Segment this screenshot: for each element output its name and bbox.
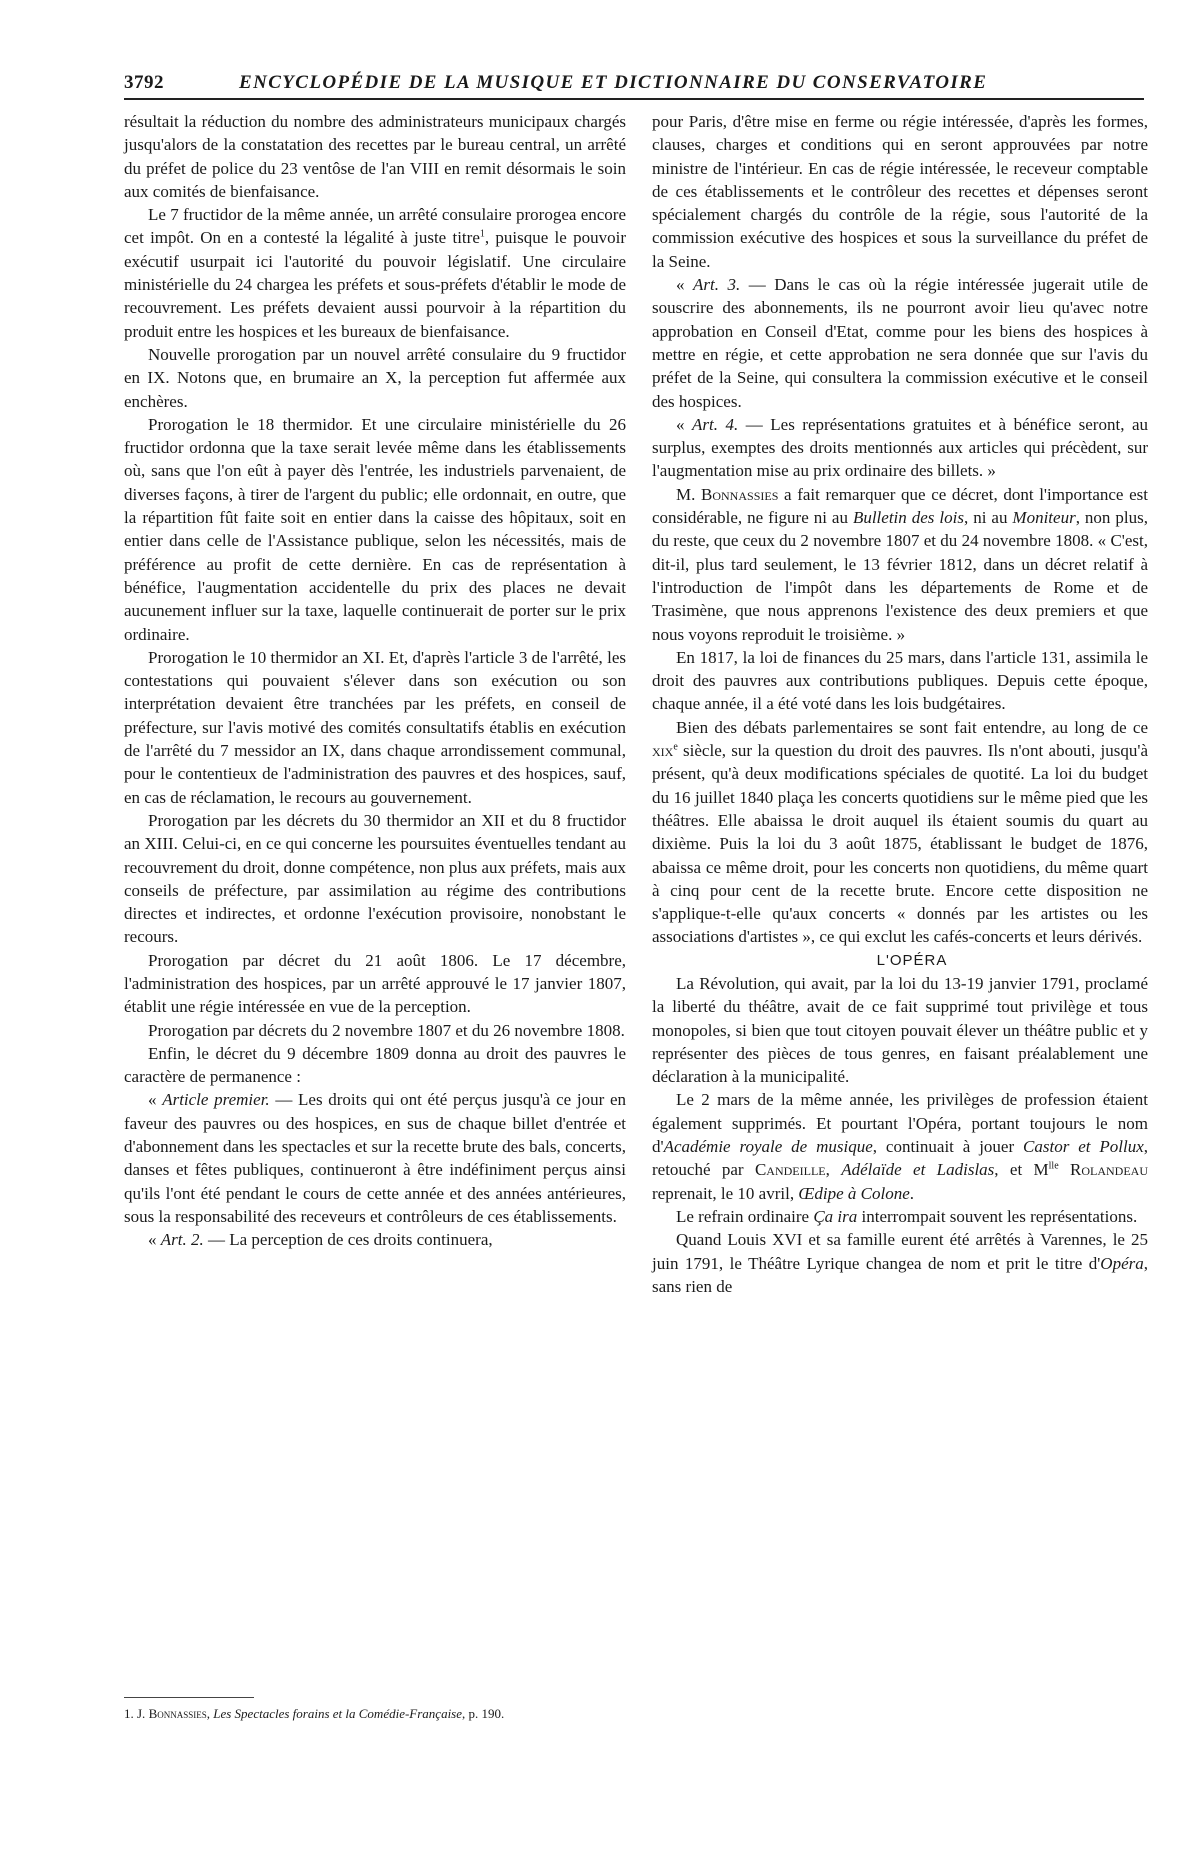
- article-label: Art. 3.: [693, 275, 741, 295]
- paragraph: Prorogation par les décrets du 30 thermidor an XII et du 8 fructidor an XIII. Celui-ci, en ce qui concerne les poursuites éventuelles tendant au recouvrement du droit, donne compétence, non plus aux préfets, mais aux conseils de préfecture, par assimilation au régime des contributions directes et indirectes, et ordonne l'exécution provisoire, nonobstant le recours.: [124, 810, 626, 947]
- italic-text: Adélaïde et Ladislas: [841, 1160, 995, 1180]
- footnote-rule: [124, 1697, 254, 1698]
- article-label: Article premier.: [162, 1090, 270, 1110]
- text: Le 7 fructidor de la même année, un arrêté consulaire prorogea encore cet impôt. On en a contesté la légalité à juste titre: [124, 205, 626, 248]
- footnote-ref: 1: [479, 228, 485, 240]
- paragraph: [124, 1088, 626, 1228]
- text: Quand Louis XVI et sa famille eurent été arrêtés à Varennes, le 25 juin 1791, le Théâtre Lyrique changea de nom et prit le titre d': [652, 1230, 1148, 1273]
- paragraph: [124, 1228, 626, 1251]
- page-number: 3792: [124, 72, 164, 93]
- paragraph: [652, 483, 1148, 646]
- text: , puisque le pouvoir exécutif usurpait ici l'autorité du pouvoir législatif. Une circulaire ministérielle du 24 chargea les préfets et sous-préfets d'établir le mode de recouvrement. Les préfets devaient aussi pourvoir à la répartition du produit entre les hospices et les bureaux de bienfaisance.: [124, 228, 626, 341]
- person-name: Bonnassies: [701, 484, 779, 504]
- right-column: [652, 110, 1148, 1298]
- text: a fait remarquer que ce décret, dont l'importance est considérable, ne figure ni au: [652, 484, 1148, 528]
- text: «: [676, 275, 693, 295]
- text: , non plus, du reste, que ceux du 2 novembre 1807 et du 24 novembre 1808. « C'est, dit-il, plus tard seulement, le 13 février 1812, dans un décret relatif à l'introduction de l'impôt dans les départements de Rome et de Trasimène, que nous apprenons l'existence des deux premiers et que nous voyons reproduit le troisième. »: [652, 508, 1148, 644]
- author: Bonnassies: [148, 1706, 207, 1721]
- italic-text: Ça ira: [813, 1206, 858, 1226]
- text: , continuait à jouer: [872, 1137, 1024, 1157]
- text: , retouché par: [652, 1137, 1148, 1180]
- superscript: e: [673, 741, 678, 753]
- book-title: Les Spectacles forains et la Comédie-Française: [213, 1706, 463, 1721]
- text: [1059, 1160, 1070, 1179]
- text: interrompait souvent les représentations.: [857, 1206, 1138, 1226]
- paragraph: La Révolution, qui avait, par la loi du 13-19 janvier 1791, proclamé la liberté du théâtre, avait de ce fait supprimé tout privilège et tous monopoles, si bien que tout citoyen pouvait élever un théâtre public et y représenter des pièces de tous genres, en faisant préalablement une déclaration à la municipalité.: [652, 973, 1148, 1087]
- text: — La perception de ces droits continuera,: [203, 1230, 493, 1250]
- person-name: Rolandeau: [1070, 1160, 1149, 1180]
- article-label: Art. 2.: [160, 1230, 204, 1250]
- text: reprenait, le 10 avril,: [652, 1183, 799, 1203]
- superscript: lle: [1048, 1160, 1059, 1172]
- paragraph: [652, 1228, 1148, 1298]
- paragraph: [652, 413, 1148, 483]
- text: «: [676, 414, 693, 434]
- left-column: [124, 110, 626, 1252]
- italic-text: Moniteur: [1012, 508, 1076, 528]
- text: «: [148, 1090, 163, 1110]
- paragraph: Prorogation par décret du 21 août 1806. Le 17 décembre, l'administration des hospices, par un arrêté approuvé le 17 janvier 1807, établit une régie intéressée en vue de la perception.: [124, 950, 626, 1017]
- running-header: [124, 70, 1144, 100]
- text: , ni au: [963, 508, 1013, 528]
- paragraph: Enfin, le décret du 9 décembre 1809 donna au droit des pauvres le caractère de permanence :: [124, 1043, 626, 1087]
- paragraph: [652, 1088, 1148, 1204]
- text: 1. J.: [124, 1706, 149, 1721]
- paragraph: pour Paris, d'être mise en ferme ou régie intéressée, d'après les formes, clauses, charges et conditions qui en seront approuvées par notre ministre de l'intérieur. En cas de régie intéressée, le receveur comptable de ces établissements et le contrôleur des recettes et dépenses seront spécialement chargés du contrôle de la régie, sous l'autorité de la commission exécutive des hospices et sous la surveillance du préfet de la Seine.: [652, 112, 1148, 271]
- text: Bien des débats parlementaires se sont fait entendre, au long de ce: [676, 717, 1148, 737]
- paragraph: résultait la réduction du nombre des administrateurs municipaux chargés jusqu'alors de la constatation des recettes par le bureau central, un arrêté du préfet de police du 23 ventôse de l'an VIII en remit désormais le soin aux comités de bienfaisance.: [124, 112, 626, 201]
- paragraph: En 1817, la loi de finances du 25 mars, dans l'article 131, assimila le droit des pauvres aux contributions publiques. Depuis cette époque, chaque année, il a été voté dans les lois budgétaires.: [652, 647, 1148, 714]
- italic-text: Castor et Pollux: [1023, 1137, 1144, 1157]
- italic-text: Bulletin des lois: [852, 508, 964, 528]
- text: M.: [676, 484, 702, 504]
- article-label: Art. 4.: [692, 414, 739, 434]
- paragraph: [652, 1205, 1148, 1228]
- italic-text: Opéra: [1100, 1253, 1144, 1273]
- person-name: Candeille: [754, 1160, 826, 1180]
- section-title: L'OPÉRA: [876, 951, 948, 969]
- paragraph: [652, 716, 1148, 949]
- text: , sans rien de: [652, 1253, 1148, 1296]
- footnote: [124, 1705, 629, 1722]
- text: ,: [206, 1706, 214, 1721]
- text: siècle, sur la question du droit des pauvres. Ils n'ont abouti, jusqu'à présent, qu'à deux modifications spéciales de quotité. La loi du budget du 16 juillet 1840 plaça les concerts quotidiens sur le même pied que les théâtres. Elle abaissa le droit auquel ils étaient soumis du quart au dixième. Puis la loi du 3 août 1875, établissant le budget de 1876, abaissa ce même droit, pour les concerts non quotidiens, du même quart à cinq pour cent de la recette brute. Encore cette disposition ne s'applique-t-elle qu'aux concerts « donnés par les artistes ou les associations d'artistes », ce qui exclut les cafés-concerts et leurs dérivés.: [652, 741, 1148, 947]
- text: , et M: [994, 1160, 1049, 1180]
- century: xix: [652, 741, 674, 761]
- running-title: ENCYCLOPÉDIE DE LA MUSIQUE ET DICTIONNAIRE DU CONSERVATOIRE: [239, 72, 988, 93]
- italic-text: Académie royale de musique: [663, 1137, 873, 1157]
- text: .: [909, 1183, 914, 1203]
- text: Le 2 mars de la même année, les privilèges de profession étaient également supprimés. Et pourtant l'Opéra, portant toujours le nom d': [652, 1090, 1148, 1157]
- paragraph: Prorogation le 10 thermidor an XI. Et, d'après l'article 3 de l'arrêté, les contestations qui pouvaient s'élever dans son exécution ou son interprétation devaient être tranchées par les préfets, en conseil de préfecture, sur l'avis motivé des comités consultatifs établis en exécution de l'arrêté du 7 messidor an IX, dans chaque arrondissement communal, pour le contentieux de l'administration des pauvres et des hospices, sauf, en cas de réclamation, le recours au gouvernement.: [124, 647, 626, 807]
- paragraph: [124, 203, 626, 343]
- text: — Les représentations gratuites et à bénéfice seront, au surplus, exemptes des droits mentionnés aux articles qui précèdent, sur l'augmentation mise au prix ordinaire des billets. »: [652, 414, 1148, 481]
- text: «: [148, 1230, 161, 1250]
- text: — Dans le cas où la régie intéressée jugerait utile de souscrire des abonnements, ils ne pourront avoir lieu qu'avec notre approbation en Conseil d'Etat, comme pour les biens des hospices à mettre en régie, et cette approbation ne sera donnée que sur l'avis du préfet de la Seine, qui consultera la commission exécutive et le conseil des hospices.: [652, 275, 1148, 411]
- paragraph: [652, 273, 1148, 413]
- text: ,: [825, 1160, 842, 1180]
- text: — Les droits qui ont été perçus jusqu'à ce jour en faveur des pauvres ou des hospices, en sus de chaque billet d'entrée et d'abonnement dans les spectacles et sur la recette brute des bals, concerts, danses et fêtes publiques, continueront à être indéfiniment perçus ainsi qu'ils l'ont été pendant le cours de cette année et des années antérieures, sous la responsabilité des receveurs et contrôleurs de ces établissements.: [124, 1090, 626, 1226]
- paragraph: Prorogation le 18 thermidor. Et une circulaire ministérielle du 26 fructidor ordonna que la taxe serait levée même dans les établissements où, sans que l'on eût à payer dès l'entrée, les industriels parvenaient, de diverses façons, à tirer de l'argent du public; elle ordonnait, en outre, que la répartition fût faite soit en entier dans la caisse des hôpitaux, soit en entier dans celle de l'Assistance publique, selon les nécessités, mais de préférence au profit de cette dernière. En cas de représentation à bénéfice, l'augmentation accidentelle du prix des places ne devait aucunement influer sur la taxe, laquelle continuerait de porter sur le prix ordinaire.: [124, 414, 626, 644]
- italic-text: Œdipe à Colone: [798, 1183, 910, 1203]
- paragraph: Prorogation par décrets du 2 novembre 1807 et du 26 novembre 1808.: [148, 1020, 625, 1040]
- header-rule: [124, 98, 1144, 100]
- text: , p. 190.: [462, 1706, 505, 1721]
- paragraph: Nouvelle prorogation par un nouvel arrêté consulaire du 9 fructidor en IX. Notons que, en brumaire an X, la perception fut affermée aux enchères.: [124, 344, 626, 411]
- text: Le refrain ordinaire: [676, 1206, 814, 1226]
